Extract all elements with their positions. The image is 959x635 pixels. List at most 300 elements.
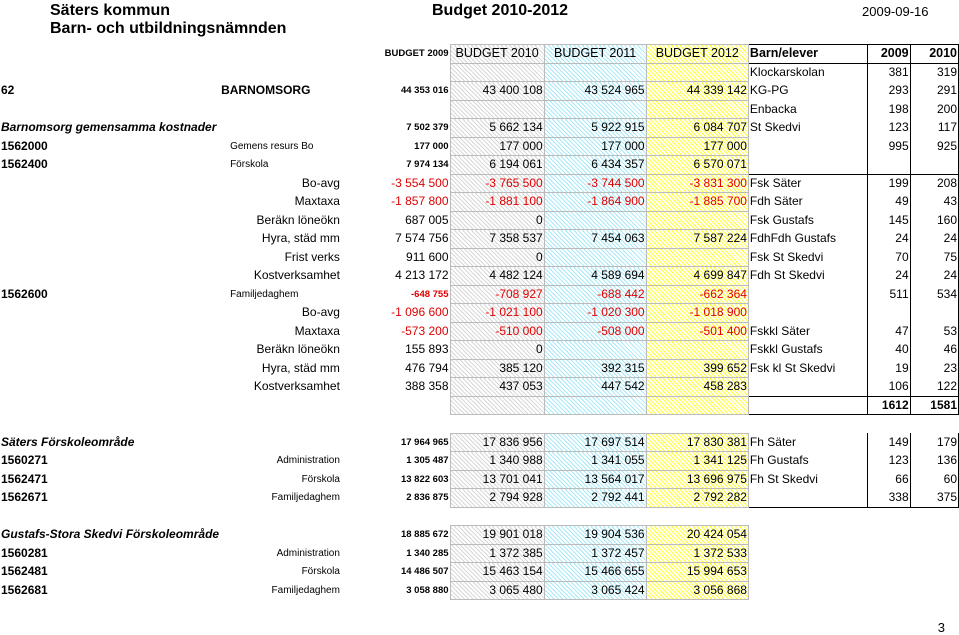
- cell-c4: 177 000: [544, 137, 646, 156]
- cell-c1: Beräkn löneökn: [256, 212, 340, 227]
- cell-c6: [748, 137, 867, 156]
- table-row: [0, 507, 959, 526]
- cell-c2: 911 600: [406, 249, 449, 264]
- cell-c3: 43 400 108: [450, 82, 544, 101]
- cell-c0: [0, 248, 220, 267]
- table-row: [0, 489, 959, 508]
- table-row: [0, 415, 959, 434]
- cell-c0: Gustafs-Stora Skedvi Förskoleområde: [1, 527, 220, 542]
- table-row: [0, 544, 959, 563]
- cell-c5: 1 372 533: [646, 544, 748, 563]
- cell-c1: [220, 100, 341, 119]
- col-budget-2010: BUDGET 2010: [450, 45, 544, 64]
- table-row: [0, 100, 959, 119]
- cell-c6: [748, 507, 867, 526]
- cell-c3: 0: [450, 211, 544, 230]
- page-number: 3: [937, 620, 945, 635]
- cell-c0: 1562481: [1, 564, 48, 579]
- cell-c0: [0, 211, 220, 230]
- cell-c7: [867, 156, 910, 175]
- cell-c6: Fskkl Gustafs: [748, 341, 867, 360]
- table-row: [0, 378, 959, 397]
- table-row: [0, 211, 959, 230]
- cell-c5: [646, 507, 748, 526]
- cell-c4: 4 589 694: [544, 267, 646, 286]
- cell-c7: 1612: [867, 396, 910, 415]
- cell-c7: 995: [867, 137, 910, 156]
- table-row: [0, 470, 959, 489]
- cell-c5: 177 000: [646, 137, 748, 156]
- cell-c1: BARNOMSORG: [221, 83, 311, 98]
- cell-c0: 1562471: [1, 471, 48, 486]
- cell-c7: 381: [867, 63, 910, 82]
- cell-c1: Kostverksamhet: [253, 268, 340, 283]
- cell-c4: 447 542: [544, 378, 646, 397]
- cell-c5: 2 792 282: [646, 489, 748, 508]
- cell-c2: 13 822 603: [400, 473, 449, 485]
- table-row: [0, 396, 959, 415]
- cell-c6: Fsk Gustafs: [748, 211, 867, 230]
- cell-c3: 15 463 154: [450, 563, 544, 582]
- cell-c3: [450, 100, 544, 119]
- cell-c7: 123: [867, 119, 910, 138]
- cell-c5: 7 587 224: [646, 230, 748, 249]
- cell-c2: 2 836 875: [406, 492, 449, 504]
- cell-c8: 75: [910, 248, 958, 267]
- cell-c8: 24: [910, 230, 958, 249]
- cell-c2: 18 885 672: [400, 529, 449, 541]
- cell-c0: [0, 415, 220, 434]
- cell-c6: Fdh St Skedvi: [748, 267, 867, 286]
- cell-c0: 1560271: [1, 453, 48, 468]
- cell-c6: [748, 304, 867, 323]
- cell-c5: -662 364: [646, 285, 748, 304]
- cell-c2: [341, 507, 450, 526]
- cell-c0: 1562600: [1, 286, 48, 301]
- cell-c4: [544, 100, 646, 119]
- cell-c1: Kostverksamhet: [253, 379, 340, 394]
- cell-c4: 13 564 017: [544, 470, 646, 489]
- table-row: [0, 63, 959, 82]
- cell-c5: 6 570 071: [646, 156, 748, 175]
- cell-c8: [910, 156, 958, 175]
- cell-c4: [544, 248, 646, 267]
- cell-c6: Fh Gustafs: [748, 452, 867, 471]
- cell-c0: 1562681: [1, 582, 48, 597]
- cell-c6: Fh St Skedvi: [748, 470, 867, 489]
- cell-c8: 46: [910, 341, 958, 360]
- cell-c1: Administration: [276, 547, 340, 559]
- cell-c2: 1 305 487: [406, 455, 449, 467]
- cell-c0: [0, 322, 220, 341]
- cell-c0: 1562000: [1, 138, 48, 153]
- cell-c2: 476 794: [405, 360, 449, 375]
- document-title: Budget 2010-2012: [432, 2, 569, 19]
- cell-c2: 14 486 507: [400, 566, 449, 578]
- cell-c4: 19 904 536: [544, 526, 646, 545]
- cell-c6: [748, 415, 867, 434]
- cell-c7: 47: [867, 322, 910, 341]
- cell-c8: [910, 304, 958, 323]
- cell-c5: 17 830 381: [646, 433, 748, 452]
- cell-c1: [220, 119, 341, 138]
- col-year-2010: 2010: [910, 45, 958, 64]
- cell-c6: Fh Säter: [748, 433, 867, 452]
- cell-c7: 19: [867, 359, 910, 378]
- table-row: [0, 82, 959, 101]
- cell-c3: -1 021 100: [450, 304, 544, 323]
- cell-c5: -501 400: [646, 322, 748, 341]
- table-row: [0, 193, 959, 212]
- cell-c7: 24: [867, 230, 910, 249]
- cell-c4: 5 922 915: [544, 119, 646, 138]
- cell-c5: [646, 396, 748, 415]
- cell-c0: [0, 100, 220, 119]
- cell-c0: [0, 341, 220, 360]
- cell-c0: [0, 507, 220, 526]
- cell-c7: [867, 526, 910, 545]
- cell-c6: Fskkl Säter: [748, 322, 867, 341]
- cell-c2: [341, 63, 450, 82]
- cell-c5: -3 831 300: [646, 174, 748, 193]
- cell-c8: 291: [910, 82, 958, 101]
- cell-c2: 7 574 756: [395, 231, 449, 246]
- cell-c1: Bo-avg: [301, 305, 340, 320]
- cell-c5: [646, 63, 748, 82]
- cell-c3: 0: [450, 341, 544, 360]
- cell-c6: [748, 378, 867, 397]
- cell-c1: Hyra, städ mm: [261, 360, 340, 375]
- cell-c2: 155 893: [405, 342, 449, 357]
- cell-c7: [867, 507, 910, 526]
- cell-c5: [646, 341, 748, 360]
- col-barn-elever: Barn/elever: [748, 45, 867, 64]
- cell-c6: Fsk St Skedvi: [748, 248, 867, 267]
- cell-c8: 23: [910, 359, 958, 378]
- cell-c3: 4 482 124: [450, 267, 544, 286]
- cell-c8: [910, 563, 958, 582]
- cell-c6: KG-PG: [748, 82, 867, 101]
- cell-c3: 13 701 041: [450, 470, 544, 489]
- cell-c6: St Skedvi: [748, 119, 867, 138]
- cell-c3: -3 765 500: [450, 174, 544, 193]
- cell-c7: 106: [867, 378, 910, 397]
- cell-c1: Maxtaxa: [294, 194, 340, 209]
- cell-c4: 1 372 457: [544, 544, 646, 563]
- cell-c3: [450, 415, 544, 434]
- cell-c3: [450, 63, 544, 82]
- budget-table: [0, 44, 959, 600]
- cell-c2: 3 058 880: [406, 584, 449, 596]
- cell-c7: 24: [867, 267, 910, 286]
- cell-c1: Hyra, städ mm: [261, 231, 340, 246]
- cell-c6: Fsk kl St Skedvi: [748, 359, 867, 378]
- cell-c2: [341, 100, 450, 119]
- cell-c3: 2 794 928: [450, 489, 544, 508]
- cell-c4: [544, 415, 646, 434]
- cell-c4: 1 341 055: [544, 452, 646, 471]
- cell-c4: 15 466 655: [544, 563, 646, 582]
- table-row: [0, 267, 959, 286]
- cell-c4: -1 020 300: [544, 304, 646, 323]
- cell-c1: Familjedaghem: [230, 288, 299, 300]
- cell-c4: 17 697 514: [544, 433, 646, 452]
- table-row: [0, 526, 959, 545]
- cell-c0: [0, 396, 220, 415]
- table-row: [0, 322, 959, 341]
- cell-c7: 123: [867, 452, 910, 471]
- cell-c1: [220, 433, 341, 452]
- cell-c3: 3 065 480: [450, 581, 544, 600]
- cell-c7: 198: [867, 100, 910, 119]
- cell-c6: [748, 396, 867, 415]
- cell-c6: [748, 489, 867, 508]
- cell-c8: [910, 581, 958, 600]
- cell-c5: [646, 100, 748, 119]
- cell-c7: 40: [867, 341, 910, 360]
- cell-c1: [220, 526, 341, 545]
- cell-c4: 43 524 965: [544, 82, 646, 101]
- cell-c3: 17 836 956: [450, 433, 544, 452]
- cell-c7: 70: [867, 248, 910, 267]
- table-row: [0, 563, 959, 582]
- cell-c7: 149: [867, 433, 910, 452]
- cell-c5: -1 885 700: [646, 193, 748, 212]
- cell-c6: [748, 156, 867, 175]
- cell-c3: [450, 507, 544, 526]
- cell-c3: 7 358 537: [450, 230, 544, 249]
- cell-c5: 6 084 707: [646, 119, 748, 138]
- cell-c8: 24: [910, 267, 958, 286]
- cell-c6: [748, 544, 867, 563]
- cell-c4: [544, 507, 646, 526]
- cell-c1: Förskola: [301, 566, 340, 578]
- cell-c0: 1560281: [1, 545, 48, 560]
- col-budget-2012: BUDGET 2012: [646, 45, 748, 64]
- cell-c8: 534: [910, 285, 958, 304]
- table-row: [0, 359, 959, 378]
- cell-c7: [867, 544, 910, 563]
- cell-c4: -1 864 900: [544, 193, 646, 212]
- column-header-row: [0, 45, 959, 64]
- cell-c1: Frist verks: [284, 249, 340, 264]
- cell-c3: 385 120: [450, 359, 544, 378]
- cell-c0: [0, 193, 220, 212]
- cell-c0: [0, 378, 220, 397]
- cell-c8: [910, 415, 958, 434]
- cell-c8: 60: [910, 470, 958, 489]
- cell-c8: 319: [910, 63, 958, 82]
- cell-c8: 43: [910, 193, 958, 212]
- cell-c0: Säters Förskoleområde: [1, 434, 135, 449]
- cell-c2: -648 755: [411, 288, 449, 300]
- cell-c5: -1 018 900: [646, 304, 748, 323]
- cell-c5: 20 424 054: [646, 526, 748, 545]
- cell-c3: 19 901 018: [450, 526, 544, 545]
- cell-c8: 375: [910, 489, 958, 508]
- cell-c7: [867, 581, 910, 600]
- cell-c8: 122: [910, 378, 958, 397]
- cell-c6: Fdh Säter: [748, 193, 867, 212]
- cell-c2: [341, 415, 450, 434]
- cell-c4: 6 434 357: [544, 156, 646, 175]
- cell-c7: [867, 304, 910, 323]
- table-row: [0, 581, 959, 600]
- table-row: [0, 137, 959, 156]
- table-row: [0, 119, 959, 138]
- cell-c2: -1 857 800: [391, 194, 449, 209]
- cell-c0: [0, 267, 220, 286]
- cell-c5: 15 994 653: [646, 563, 748, 582]
- cell-c2: 17 964 965: [400, 436, 449, 448]
- cell-c8: 136: [910, 452, 958, 471]
- cell-c7: [867, 415, 910, 434]
- cell-c2: 7 502 379: [406, 122, 449, 134]
- cell-c8: 1581: [910, 396, 958, 415]
- cell-c8: 200: [910, 100, 958, 119]
- cell-c4: 3 065 424: [544, 581, 646, 600]
- cell-c1: Beräkn löneökn: [256, 342, 340, 357]
- cell-c0: 62: [1, 83, 15, 98]
- cell-c5: 44 339 142: [646, 82, 748, 101]
- cell-c1: Familjedaghem: [271, 584, 340, 596]
- cell-c4: -508 000: [544, 322, 646, 341]
- cell-c1: [220, 396, 341, 415]
- cell-c2: 7 974 134: [406, 159, 449, 171]
- cell-c5: 3 056 868: [646, 581, 748, 600]
- cell-c6: FdhFdh Gustafs: [748, 230, 867, 249]
- cell-c0: [0, 359, 220, 378]
- table-row: [0, 248, 959, 267]
- col-year-2009: 2009: [867, 45, 910, 64]
- cell-c2: 687 005: [405, 212, 449, 227]
- table-row: [0, 452, 959, 471]
- cell-c1: Förskola: [230, 159, 269, 171]
- cell-c5: 1 341 125: [646, 452, 748, 471]
- table-row: [0, 230, 959, 249]
- col-budget-2009: BUDGET 2009: [384, 48, 449, 60]
- cell-c6: [748, 563, 867, 582]
- cell-c3: 1 372 385: [450, 544, 544, 563]
- table-row: [0, 285, 959, 304]
- cell-c8: [910, 526, 958, 545]
- cell-c6: [748, 581, 867, 600]
- cell-c2: 1 340 285: [406, 547, 449, 559]
- cell-c6: [748, 285, 867, 304]
- cell-c4: 7 454 063: [544, 230, 646, 249]
- cell-c4: [544, 341, 646, 360]
- cell-c4: [544, 211, 646, 230]
- org-name: Säters kommun: [50, 2, 171, 19]
- table-row: [0, 174, 959, 193]
- cell-c1: Förskola: [301, 473, 340, 485]
- cell-c2: 4 213 172: [395, 268, 449, 283]
- cell-c5: [646, 211, 748, 230]
- cell-c5: [646, 415, 748, 434]
- cell-c2: 177 000: [414, 140, 449, 152]
- cell-c0: [0, 63, 220, 82]
- cell-c5: 458 283: [646, 378, 748, 397]
- cell-c0: 1562671: [1, 490, 48, 505]
- cell-c8: 53: [910, 322, 958, 341]
- table-row: [0, 156, 959, 175]
- document-date: 2009-09-16: [862, 4, 929, 19]
- cell-c1: [220, 415, 341, 434]
- cell-c7: 293: [867, 82, 910, 101]
- cell-c8: [910, 507, 958, 526]
- cell-c3: 437 053: [450, 378, 544, 397]
- cell-c8: [910, 544, 958, 563]
- cell-c4: 2 792 441: [544, 489, 646, 508]
- cell-c1: [220, 63, 341, 82]
- cell-c2: 388 358: [405, 379, 449, 394]
- cell-c3: 5 662 134: [450, 119, 544, 138]
- cell-c6: [748, 526, 867, 545]
- cell-c1: Gemens resurs Bo: [230, 140, 314, 152]
- cell-c1: Maxtaxa: [294, 323, 340, 338]
- cell-c0: [0, 304, 220, 323]
- cell-c3: -708 927: [450, 285, 544, 304]
- cell-c3: -1 881 100: [450, 193, 544, 212]
- cell-c0: Barnomsorg gemensamma kostnader: [1, 120, 217, 135]
- cell-c2: 44 353 016: [400, 85, 449, 97]
- cell-c4: 392 315: [544, 359, 646, 378]
- cell-c1: Administration: [276, 455, 340, 467]
- cell-c3: 177 000: [450, 137, 544, 156]
- cell-c8: 160: [910, 211, 958, 230]
- table-row: [0, 304, 959, 323]
- cell-c7: [867, 563, 910, 582]
- cell-c5: 13 696 975: [646, 470, 748, 489]
- cell-c5: 399 652: [646, 359, 748, 378]
- cell-c1: [220, 507, 341, 526]
- cell-c7: 66: [867, 470, 910, 489]
- cell-c7: 145: [867, 211, 910, 230]
- department-name: Barn- och utbildningsnämnden: [50, 20, 287, 37]
- cell-c4: [544, 63, 646, 82]
- cell-c7: 199: [867, 174, 910, 193]
- cell-c4: -3 744 500: [544, 174, 646, 193]
- cell-c2: -1 096 600: [391, 305, 449, 320]
- cell-c8: 117: [910, 119, 958, 138]
- cell-c4: [544, 396, 646, 415]
- cell-c2: [341, 396, 450, 415]
- cell-c8: 208: [910, 174, 958, 193]
- cell-c5: [646, 248, 748, 267]
- cell-c3: 1 340 988: [450, 452, 544, 471]
- cell-c6: Enbacka: [748, 100, 867, 119]
- cell-c4: -688 442: [544, 285, 646, 304]
- cell-c7: 338: [867, 489, 910, 508]
- cell-c7: 49: [867, 193, 910, 212]
- cell-c2: -3 554 500: [391, 175, 449, 190]
- cell-c3: -510 000: [450, 322, 544, 341]
- cell-c2: -573 200: [401, 323, 449, 338]
- cell-c0: [0, 230, 220, 249]
- cell-c6: Klockarskolan: [748, 63, 867, 82]
- cell-c1: Bo-avg: [301, 175, 340, 190]
- table-row: [0, 341, 959, 360]
- col-budget-2011: BUDGET 2011: [544, 45, 646, 64]
- cell-c7: 511: [867, 285, 910, 304]
- cell-c3: 6 194 061: [450, 156, 544, 175]
- cell-c3: [450, 396, 544, 415]
- cell-c8: 925: [910, 137, 958, 156]
- cell-c1: Familjedaghem: [271, 492, 340, 504]
- table-row: [0, 433, 959, 452]
- cell-c6: Fsk Säter: [748, 174, 867, 193]
- cell-c5: 4 699 847: [646, 267, 748, 286]
